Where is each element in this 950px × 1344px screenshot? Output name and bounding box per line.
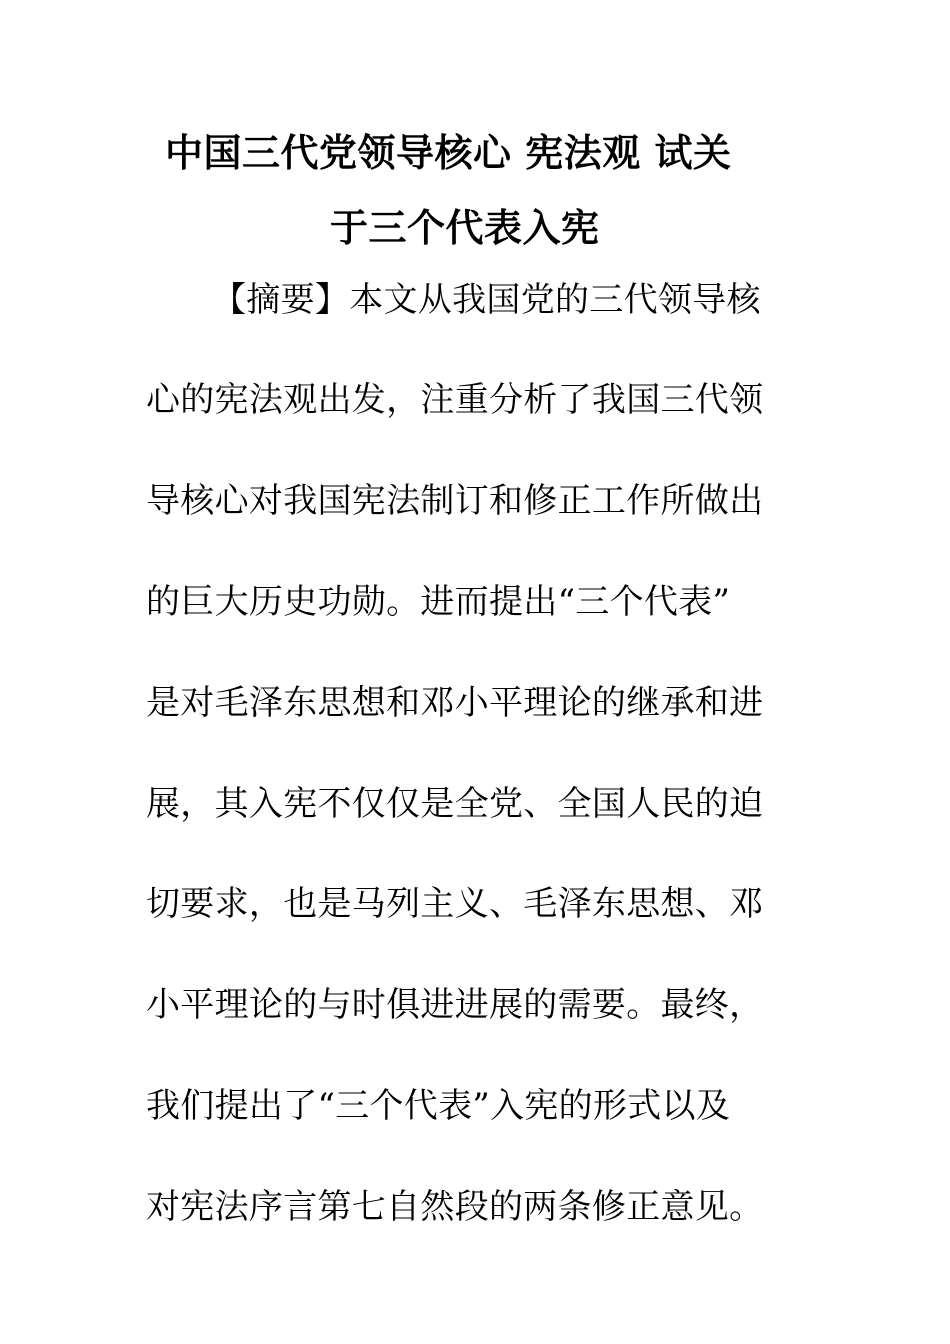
abstract-line-4: 的巨大历史功勋。进而提出“三个代表” [146, 582, 731, 622]
abstract-line-6: 展，其入宪不仅仅是全党、全国人民的迫 [146, 784, 764, 824]
abstract-line-9: 我们提出了“三个代表”入宪的形式以及 [146, 1086, 731, 1126]
document-title-line-2: 于三个代表入宪 [330, 205, 600, 250]
abstract-line-10: 对宪法序言第七自然段的两条修正意见。 [146, 1187, 764, 1227]
abstract-line-7: 切要求，也是马列主义、毛泽东思想、邓 [146, 884, 764, 924]
document-title-line-1: 中国三代党领导核心 宪法观 试关 [165, 130, 732, 175]
abstract-line-3: 导核心对我国宪法制订和修正工作所做出 [146, 481, 764, 521]
abstract-line-8: 小平理论的与时俱进进展的需要。最终， [146, 985, 764, 1025]
abstract-line-2: 心的宪法观出发，注重分析了我国三代领 [146, 380, 764, 420]
abstract-line-5: 是对毛泽东思想和邓小平理论的继承和进 [146, 683, 764, 723]
abstract-line-1: 【摘要】本文从我国党的三代领导核 [212, 280, 761, 320]
